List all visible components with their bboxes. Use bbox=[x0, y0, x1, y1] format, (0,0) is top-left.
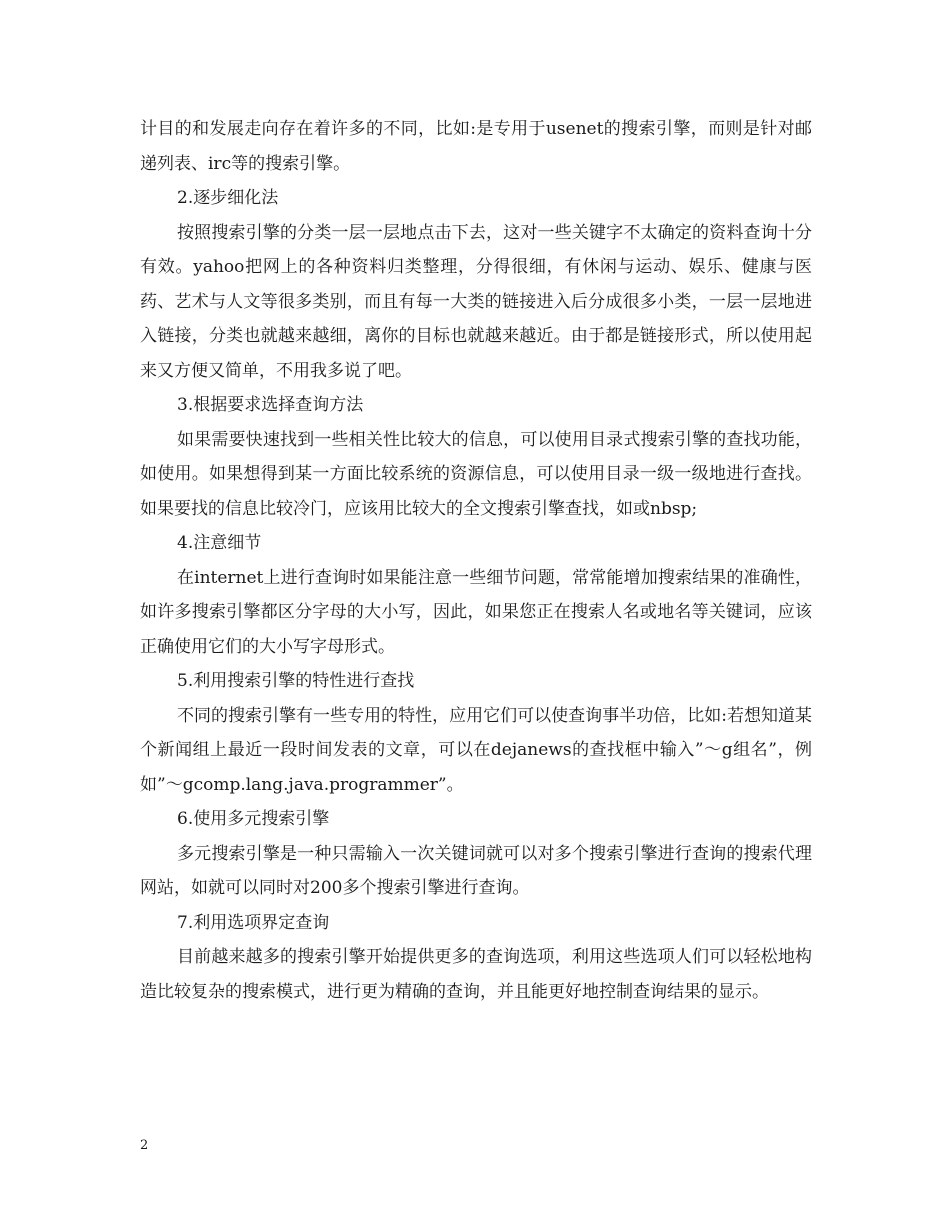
section-heading-7: 7.利用选项界定查询 bbox=[177, 912, 330, 933]
section-heading-2: 2.逐步细化法 bbox=[177, 188, 279, 208]
paragraph-4: 在internet上进行查询时如果能注意一些细节问题，常常能增加搜索结果的准确性，如许多搜索引擎都区分字母的大小写，因此，如果您正在搜索人名或地名等关键词，应该正确使用它们的大小写字母形式。 bbox=[140, 567, 812, 657]
section-heading-4: 4.注意细节 bbox=[177, 533, 262, 553]
section-heading-6: 6.使用多元搜索引擎 bbox=[177, 809, 330, 829]
page-number: 2 bbox=[140, 1138, 149, 1153]
paragraph-6: 多元搜索引擎是一种只需输入一次关键词就可以对多个搜索引擎进行查询的搜索代理网站，如就可以同时对200多个搜索引擎进行查询。 bbox=[140, 843, 812, 898]
paragraph-2: 按照搜索引擎的分类一层一层地点击下去，这对一些关键字不太确定的资料查询十分有效。yahoo把网上的各种资料归类整理，分得很细，有休闲与运动、娱乐、健康与医药、艺术与人文等很多类别，而且有每一大类的链接进入后分成很多小类，一层一层地进入链接，分类也就越来越细，离你的目标也就越来越近。由于都是链接形式，所以使用起来又方便又简单，不用我多说了吧。 bbox=[140, 222, 812, 381]
section-heading-5: 5.利用搜索引擎的特性进行查找 bbox=[177, 671, 415, 691]
paragraph-7: 目前越来越多的搜索引擎开始提供更多的查询选项，利用这些选项人们可以轻松地构造比较复杂的搜索模式，进行更为精确的查询，并且能更好地控制查询结果的显示。 bbox=[140, 947, 812, 1002]
page-body bbox=[140, 112, 812, 1009]
paragraph-3: 如果需要快速找到一些相关性比较大的信息，可以使用目录式搜索引擎的查找功能，如使用。如果想得到某一方面比较系统的资源信息，可以使用目录一级一级地进行查找。如果要找的信息比较冷门，应该用比较大的全文搜索引擎查找，如或nbsp; bbox=[140, 429, 812, 519]
section-heading-3: 3.根据要求选择查询方法 bbox=[177, 395, 364, 415]
paragraph-5: 不同的搜索引擎有一些专用的特性，应用它们可以使查询事半功倍，比如:若想知道某个新闻组上最近一段时间发表的文章，可以在dejanews的查找框中输入”～g组名”，例如”～gcomp.lang.java.programmer”。 bbox=[140, 705, 812, 795]
paragraph-continued: 计目的和发展走向存在着许多的不同，比如:是专用于usenet的搜索引擎，而则是针对邮递列表、irc等的搜索引擎。 bbox=[140, 119, 812, 174]
